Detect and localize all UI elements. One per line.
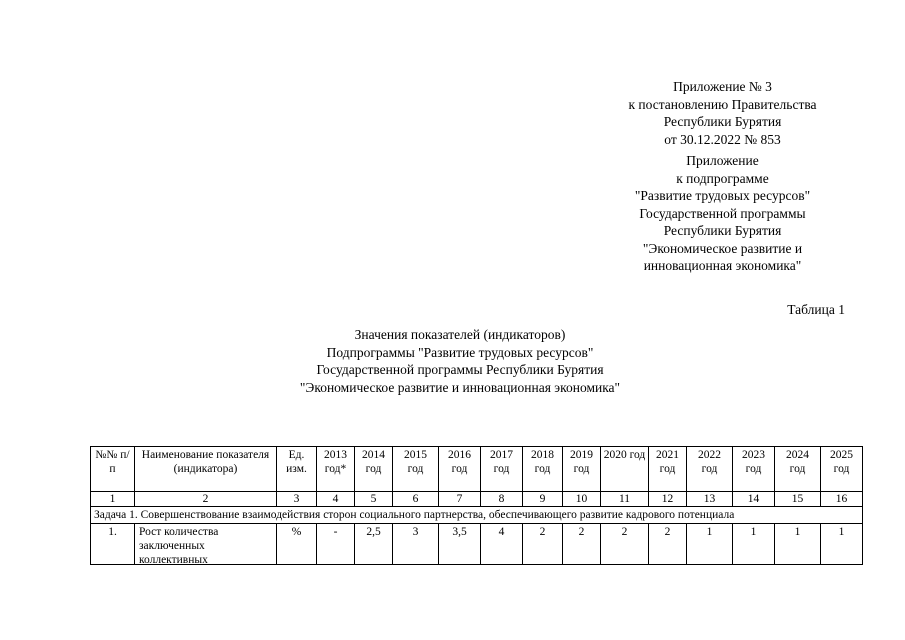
document-title [200,326,720,396]
header-line: инновационная экономика" [643,258,802,273]
value-cell: 1 [775,524,821,565]
column-header: 2018 год [523,447,563,492]
column-header: 2016 год [439,447,481,492]
value-cell: 4 [481,524,523,565]
header-line: Приложение [686,153,759,168]
header-line: от 30.12.2022 № 853 [664,131,781,147]
column-number-row [91,492,863,507]
column-header: 2025 год [821,447,863,492]
header-line: Республики Бурятия [663,114,782,129]
value-cell: 2 [563,524,601,565]
column-number: 10 [563,492,601,507]
value-cell: 3,5 [439,524,481,565]
value-cell: 1 [687,524,733,565]
indicator-name-text: Рост количества заключенных коллективных [139,526,219,563]
header-line: "Экономическое развитие и [642,240,803,256]
column-number: 8 [481,492,523,507]
value-cell: 2 [523,524,563,565]
column-number: 6 [393,492,439,507]
value-cell: - [317,524,355,565]
title-line: "Экономическое развитие и инновационная экономика" [299,379,621,395]
header-line: Приложение № 3 [673,79,772,94]
column-header: 2014 год [355,447,393,492]
value-cell: 1 [733,524,775,565]
header-line: к подпрограмме [676,170,769,186]
column-header: Ед. изм. [277,447,317,492]
task-row [91,507,863,524]
table-header-row [91,447,863,492]
column-header: 2019 год [563,447,601,492]
column-header: 2021 год [649,447,687,492]
title-line: Государственной программы Республики Бурятия [316,362,604,377]
header-line: Республики Бурятия [663,223,782,238]
indicator-name [135,524,277,565]
column-header: №№ п/п [91,447,135,492]
column-number: 12 [649,492,687,507]
column-number: 3 [277,492,317,507]
column-header: 2013 год* [317,447,355,492]
column-number: 5 [355,492,393,507]
column-header: 2024 год [775,447,821,492]
row-number: 1. [91,524,135,565]
column-header: 2017 год [481,447,523,492]
column-header: Наименование показателя (индикатора) [135,447,277,492]
column-number: 13 [687,492,733,507]
appendix-3-header [600,78,845,148]
indicators-table [90,446,863,565]
column-header: 2022 год [687,447,733,492]
value-cell: 3 [393,524,439,565]
unit-cell: % [277,524,317,565]
column-header: 2023 год [733,447,775,492]
value-cell: 2 [649,524,687,565]
value-cell: 1 [821,524,863,565]
column-number: 1 [91,492,135,507]
table-row [91,524,863,565]
column-number: 9 [523,492,563,507]
column-number: 15 [775,492,821,507]
title-line: Значения показателей (индикаторов) [354,327,566,342]
header-line: Государственной программы [639,205,806,221]
column-number: 14 [733,492,775,507]
title-line: Подпрограммы "Развитие трудовых ресурсов" [326,344,594,360]
task-heading: Задача 1. Совершенствование взаимодействия сторон социального партнерства, обеспечивающего развитие кадрового потенциала [91,507,863,524]
column-number: 4 [317,492,355,507]
column-number: 16 [821,492,863,507]
column-header: 2020 год [601,447,649,492]
column-number: 2 [135,492,277,507]
column-number: 7 [439,492,481,507]
subprogram-appendix-header [590,152,855,275]
column-number: 11 [601,492,649,507]
value-cell: 2,5 [355,524,393,565]
value-cell: 2 [601,524,649,565]
header-line: "Развитие трудовых ресурсов" [634,188,811,203]
header-line: к постановлению Правительства [628,96,817,112]
column-header: 2015 год [393,447,439,492]
table-label: Таблица 1 [787,302,845,317]
